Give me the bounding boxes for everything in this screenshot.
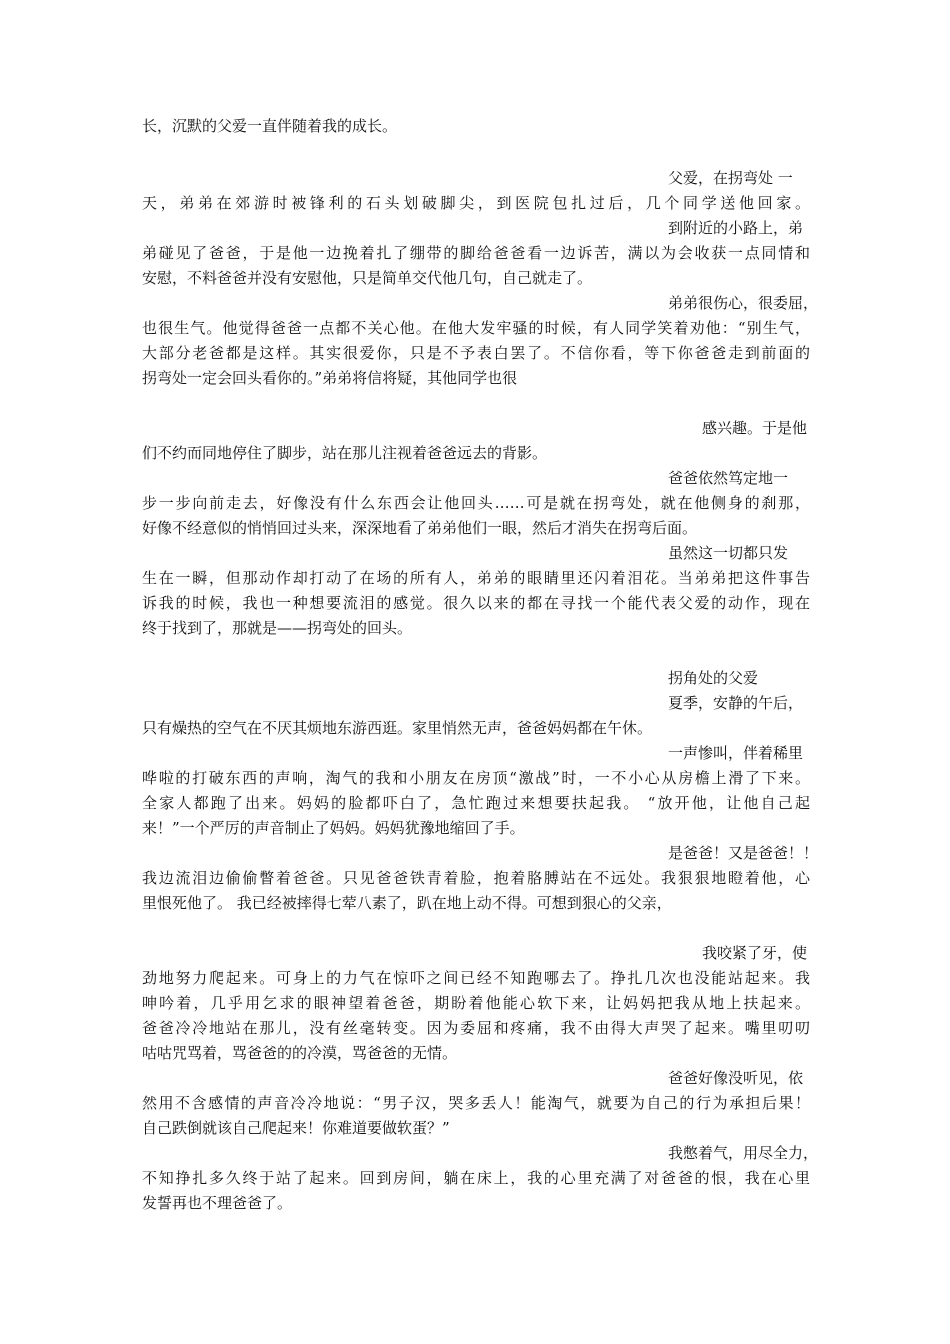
text-line: 我咬紧了牙，使 (702, 944, 808, 962)
text-line: 爸爸依然笃定地一 (668, 469, 789, 487)
text-line: 全家人都跑了出来。妈妈的脸都吓白了，急忙跑过来想要扶起我。 “放开他，让他自己起 (142, 794, 810, 812)
text-line: 拐弯处一定会回头看你的。”弟弟将信将疑，其他同学也很 (142, 369, 518, 387)
text-line: 到附近的小路上，弟 (668, 219, 804, 237)
text-line: 好像不经意似的悄悄回过头来，深深地看了弟弟他们一眼，然后才消失在拐弯后面。 (142, 519, 698, 537)
text-line: 然用不含感情的声音冷冷地说：“男子汉，哭多丢人！能淘气，就要为自己的行为承担后果！ (142, 1094, 810, 1112)
text-line: 虽然这一切都只发 (668, 544, 789, 562)
text-line: 步一步向前走去，好像没有什么东西会让他回头……可是就在拐弯处，就在他侧身的刹那， (142, 494, 810, 512)
text-line: 咕咕咒骂着，骂爸爸的的冷漠，骂爸爸的无情。 (142, 1044, 458, 1062)
text-line: 终于找到了，那就是——拐弯处的回头。 (142, 619, 413, 637)
text-line: 是爸爸！又是爸爸！！ (668, 844, 819, 862)
section-heading-line: 父爱，在拐弯处 一 (668, 169, 793, 187)
text-line: 哗啦的打破东西的声响，淘气的我和小朋友在房顶“激战”时，一不小心从房檐上滑了下来。 (142, 769, 810, 787)
text-line: 里恨死他了。 我已经被摔得七荤八素了，趴在地上动不得。可想到狠心的父亲， (142, 894, 672, 912)
text-line: 只有燥热的空气在不厌其烦地东游西逛。家里悄然无声，爸爸妈妈都在午休。 (142, 719, 653, 737)
text-line: 天，弟弟在郊游时被锋利的石头划破脚尖，到医院包扎过后，几个同学送他回家。 (142, 194, 810, 212)
text-line: 弟碰见了爸爸，于是他一边挽着扎了绷带的脚给爸爸看一边诉苦，满以为会收获一点同情和 (142, 244, 810, 262)
text-line: 爸爸好像没听见，依 (668, 1069, 804, 1087)
text-line: 劲地努力爬起来。可身上的力气在惊吓之间已经不知跑哪去了。挣扎几次也没能站起来。我 (142, 969, 810, 987)
text-line: 一声惨叫，伴着稀里 (668, 744, 804, 762)
text-line: 也很生气。他觉得爸爸一点都不关心他。在他大发牢骚的时候，有人同学笑着劝他：“别生气， (142, 319, 810, 337)
text-line: 来！”一个严厉的声音制止了妈妈。妈妈犹豫地缩回了手。 (142, 819, 525, 837)
text-line: 诉我的时候，我也一种想要流泪的感觉。很久以来的都在寻找一个能代表父爱的动作，现在 (142, 594, 810, 612)
text-line: 呻吟着，几乎用乞求的眼神望着爸爸，期盼着他能心软下来，让妈妈把我从地上扶起来。 (142, 994, 810, 1012)
text-line: 们不约而同地停住了脚步，站在那儿注视着爸爸远去的背影。 (142, 444, 548, 462)
text-line: 夏季，安静的午后， (668, 694, 804, 712)
text-line: 感兴趣。于是他 (702, 419, 808, 437)
section-title: 拐角处的父爱 (668, 669, 759, 687)
text-line: 安慰，不料爸爸并没有安慰他，只是简单交代他几句，自己就走了。 (142, 269, 593, 287)
text-line: 不知挣扎多久终于站了起来。回到房间，躺在床上，我的心里充满了对爸爸的恨，我在心里 (142, 1169, 810, 1187)
text-line: 大部分老爸都是这样。其实很爱你，只是不予表白罢了。不信你看，等下你爸爸走到前面的 (142, 344, 810, 362)
text-line: 我边流泪边偷偷瞥着爸爸。只见爸爸铁青着脸，抱着胳膊站在不远处。我狠狠地瞪着他，心 (142, 869, 810, 887)
text-line: 发誓再也不理爸爸了。 (142, 1194, 293, 1212)
text-line: 我憋着气，用尽全力， (668, 1144, 819, 1162)
text-line: 长，沉默的父爱一直伴随着我的成长。 (142, 117, 398, 135)
text-line: 爸爸冷冷地站在那儿，没有丝毫转变。因为委屈和疼痛，我不由得大声哭了起来。嘴里叨叨 (142, 1019, 810, 1037)
text-line: 生在一瞬，但那动作却打动了在场的所有人，弟弟的眼睛里还闪着泪花。当弟弟把这件事告 (142, 569, 810, 587)
text-line: 自己跌倒就该自己爬起来！你难道要做软蛋？” (142, 1119, 450, 1137)
text-line: 弟弟很伤心，很委屈， (668, 294, 819, 312)
